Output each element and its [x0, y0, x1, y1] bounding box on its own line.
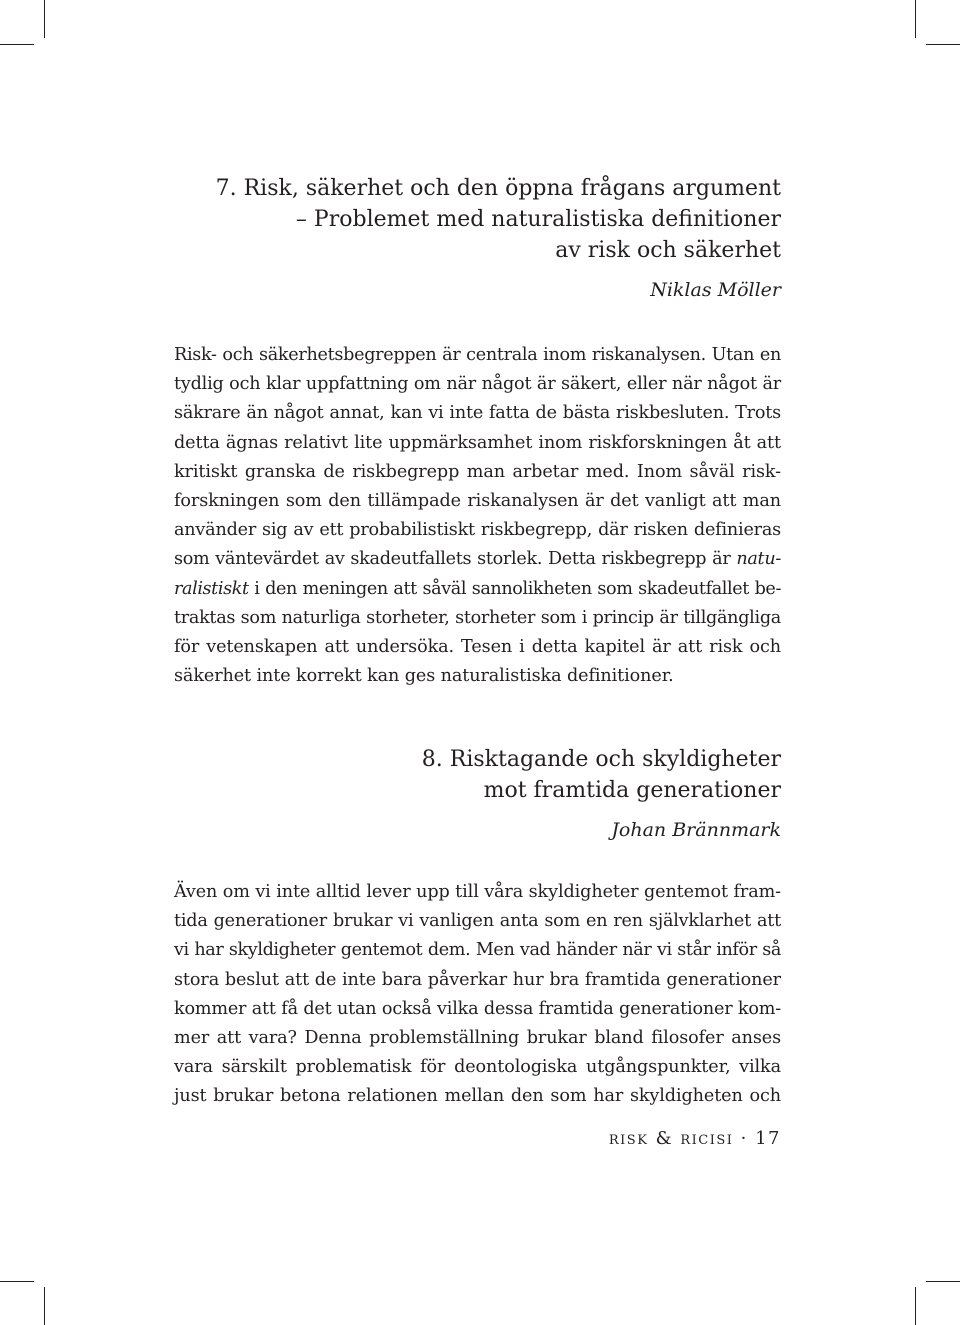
abstract-line: forskningen som den tillämpade riskanalysen är det vanligt att man [174, 491, 781, 512]
abstract-line: vara särskilt problematisk för deontologiska utgångspunkter, vilka [174, 1057, 781, 1078]
abstract-line: använder sig av ett probabilistiskt riskbegrepp, där risken definieras [174, 520, 781, 541]
abstract-line: traktas som naturliga storheter, storheter som i princip är tillgängliga [174, 607, 781, 628]
chapter-7 [174, 173, 781, 691]
abstract-line: säkrare än något annat, kan vi inte fatta de bästa riskbesluten. Trots [174, 403, 781, 424]
abstract-line: Även om vi inte alltid lever upp till våra skyldigheter gentemot fram- [174, 882, 782, 902]
page-folio: risk & ricisi · 17 [608, 1128, 781, 1149]
abstract-line: mer att vara? Denna problemställning brukar bland filosofer anses [174, 1028, 781, 1049]
abstract-line [174, 575, 781, 604]
chapter-8-title-line: mot framtida generationer [483, 778, 781, 803]
abstract-line: tida generationer brukar vi vanligen anta som en ren självklarhet att [174, 911, 781, 932]
abstract-text: som väntevärdet av skadeutfallets storlek. Detta riskbegrepp är [174, 549, 737, 570]
abstract-line: säkerhet inte korrekt kan ges naturalistiska definitioner. [174, 666, 674, 687]
chapter-7-title-line: 7. Risk, säkerhet och den öppna frågans argument [215, 176, 781, 201]
crop-mark-top-left-h [0, 44, 34, 45]
chapter-8-title [174, 744, 781, 806]
chapter-7-title-line: av risk och säkerhet [555, 238, 781, 263]
abstract-line: för vetenskapen att undersöka. Tesen i detta kapitel är att risk och [174, 637, 781, 658]
abstract-text: i den meningen att såväl sannolikheten som skadeutfallet be- [248, 578, 781, 599]
abstract-line: tydlig och klar uppfattning om när något är säkert, eller när något är [174, 374, 781, 395]
chapter-8-title-line: 8. Risktagande och skyldigheter [421, 747, 781, 772]
abstract-line: kommer att få det utan också vilka dessa framtida generationer kom- [174, 998, 781, 1019]
chapter-8-abstract [174, 878, 781, 1112]
chapter-8-author: Johan Brännmark [611, 819, 781, 841]
chapter-7-author: Niklas Möller [650, 279, 781, 301]
crop-mark-bottom-right-h [926, 1281, 960, 1282]
crop-mark-bottom-left-h [0, 1281, 34, 1282]
chapter-8 [174, 744, 781, 1112]
chapter-7-title [174, 173, 781, 266]
abstract-line: kritiskt granska de riskbegrepp man arbetar med. Inom såväl risk- [174, 461, 781, 482]
abstract-line: stora beslut att de inte bara påverkar hur bra framtida generationer [174, 969, 781, 990]
abstract-line: just brukar betona relationen mellan den som har skyldigheten och [174, 1086, 781, 1107]
crop-mark-top-left-v [44, 0, 45, 38]
abstract-line: detta ägnas relativt lite uppmärksamhet inom riskforskningen åt att [174, 432, 781, 453]
crop-mark-top-right-v [915, 0, 916, 38]
crop-mark-bottom-right-v [915, 1287, 916, 1325]
abstract-line: Risk- och säkerhetsbegreppen är centrala inom riskanalysen. Utan en [174, 345, 781, 365]
italic-term: natu- [736, 549, 781, 570]
chapter-7-title-line: – Problemet med naturalistiska definitioner [295, 207, 781, 232]
abstract-line: vi har skyldigheter gentemot dem. Men vad händer när vi står inför så [174, 940, 781, 961]
crop-mark-bottom-left-v [44, 1287, 45, 1325]
abstract-line [174, 545, 781, 574]
italic-term: ralistiskt [174, 578, 249, 599]
crop-mark-top-right-h [926, 44, 960, 45]
chapter-7-abstract [174, 341, 781, 691]
